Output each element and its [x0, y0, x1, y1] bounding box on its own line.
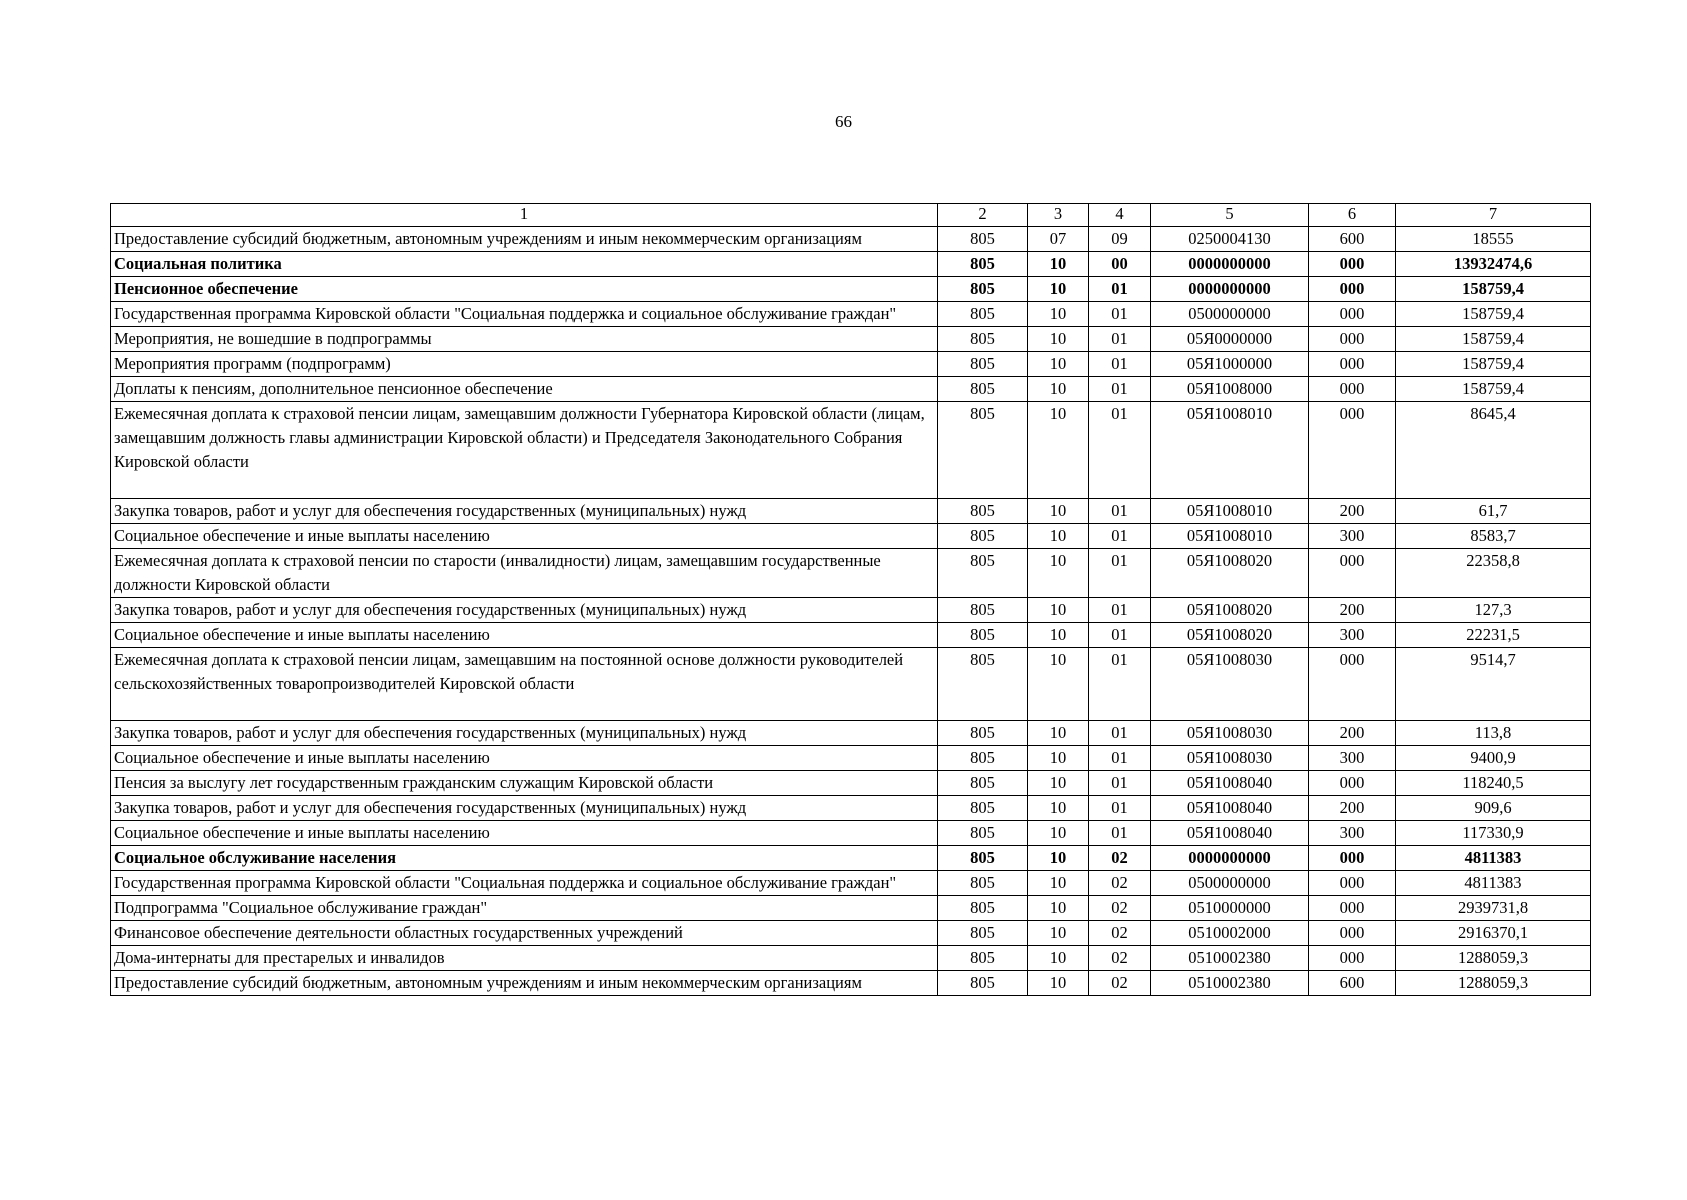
row-code-4-cell: 02 [1089, 871, 1151, 896]
row-name-cell: Дома-интернаты для престарелых и инвалидов [111, 946, 938, 971]
header-cell-3: 3 [1028, 204, 1089, 227]
row-code-2-cell: 805 [938, 846, 1028, 871]
row-code-5-cell: 05Я0000000 [1151, 327, 1309, 352]
row-code-6-cell: 000 [1309, 946, 1396, 971]
row-code-3-cell: 07 [1028, 227, 1089, 252]
row-code-3-cell: 10 [1028, 846, 1089, 871]
table-row [111, 499, 1591, 524]
row-name-cell: Ежемесячная доплата к страховой пенсии лицам, замещавшим должности Губернатора Кировской области (лицам, замещавшим должность главы администрации Кировской области) и Председателя Законодательного Собрания Кировской области [111, 402, 938, 499]
row-code-2-cell: 805 [938, 946, 1028, 971]
table-body [111, 227, 1591, 996]
row-amount-cell: 18555 [1396, 227, 1591, 252]
row-code-2-cell: 805 [938, 327, 1028, 352]
row-code-6-cell: 000 [1309, 549, 1396, 598]
row-code-5-cell: 0510002380 [1151, 946, 1309, 971]
row-amount-cell: 2939731,8 [1396, 896, 1591, 921]
row-name-cell: Пенсионное обеспечение [111, 277, 938, 302]
row-amount-cell: 61,7 [1396, 499, 1591, 524]
row-amount-cell: 8583,7 [1396, 524, 1591, 549]
row-code-5-cell: 05Я1008020 [1151, 549, 1309, 598]
row-amount-cell: 2916370,1 [1396, 921, 1591, 946]
row-code-6-cell: 300 [1309, 524, 1396, 549]
row-code-2-cell: 805 [938, 623, 1028, 648]
row-name-cell: Государственная программа Кировской области "Социальная поддержка и социальное обслуживание граждан" [111, 871, 938, 896]
header-cell-1: 1 [111, 204, 938, 227]
table-row [111, 277, 1591, 302]
row-code-2-cell: 805 [938, 402, 1028, 499]
row-amount-cell: 158759,4 [1396, 377, 1591, 402]
row-code-2-cell: 805 [938, 277, 1028, 302]
row-code-4-cell: 01 [1089, 524, 1151, 549]
table-row [111, 846, 1591, 871]
row-code-6-cell: 000 [1309, 352, 1396, 377]
row-name-cell: Социальное обеспечение и иные выплаты населению [111, 821, 938, 846]
row-name-cell: Ежемесячная доплата к страховой пенсии лицам, замещавшим на постоянной основе должности руководителей сельскохозяйственных товаропроизводителей Кировской области [111, 648, 938, 721]
table-row [111, 623, 1591, 648]
row-code-5-cell: 0510000000 [1151, 896, 1309, 921]
table-row [111, 302, 1591, 327]
row-code-4-cell: 02 [1089, 921, 1151, 946]
table-row [111, 327, 1591, 352]
table-row [111, 896, 1591, 921]
page-number: 66 [835, 112, 852, 131]
row-code-5-cell: 05Я1008030 [1151, 746, 1309, 771]
row-code-6-cell: 000 [1309, 771, 1396, 796]
table-row [111, 821, 1591, 846]
row-code-5-cell: 05Я1008030 [1151, 721, 1309, 746]
row-code-5-cell: 0000000000 [1151, 846, 1309, 871]
row-code-5-cell: 05Я1008010 [1151, 524, 1309, 549]
header-cell-5: 5 [1151, 204, 1309, 227]
row-code-2-cell: 805 [938, 921, 1028, 946]
row-amount-cell: 1288059,3 [1396, 971, 1591, 996]
row-code-3-cell: 10 [1028, 302, 1089, 327]
row-name-cell: Мероприятия, не вошедшие в подпрограммы [111, 327, 938, 352]
header-cell-7: 7 [1396, 204, 1591, 227]
row-name-cell: Предоставление субсидий бюджетным, автономным учреждениям и иным некоммерческим организациям [111, 971, 938, 996]
row-code-3-cell: 10 [1028, 549, 1089, 598]
row-code-2-cell: 805 [938, 771, 1028, 796]
row-code-4-cell: 01 [1089, 721, 1151, 746]
row-code-3-cell: 10 [1028, 648, 1089, 721]
row-code-3-cell: 10 [1028, 377, 1089, 402]
row-name-cell: Социальное обслуживание населения [111, 846, 938, 871]
table-row [111, 377, 1591, 402]
row-name-cell: Закупка товаров, работ и услуг для обеспечения государственных (муниципальных) нужд [111, 598, 938, 623]
table-row [111, 524, 1591, 549]
row-amount-cell: 117330,9 [1396, 821, 1591, 846]
row-name-cell: Подпрограмма "Социальное обслуживание граждан" [111, 896, 938, 921]
row-code-6-cell: 200 [1309, 598, 1396, 623]
row-amount-cell: 22358,8 [1396, 549, 1591, 598]
row-code-6-cell: 000 [1309, 252, 1396, 277]
row-code-5-cell: 05Я1008040 [1151, 796, 1309, 821]
row-code-3-cell: 10 [1028, 327, 1089, 352]
row-code-5-cell: 05Я1000000 [1151, 352, 1309, 377]
row-code-4-cell: 01 [1089, 499, 1151, 524]
row-code-6-cell: 000 [1309, 921, 1396, 946]
row-name-cell: Финансовое обеспечение деятельности областных государственных учреждений [111, 921, 938, 946]
row-code-6-cell: 000 [1309, 871, 1396, 896]
row-amount-cell: 4811383 [1396, 871, 1591, 896]
row-name-cell: Закупка товаров, работ и услуг для обеспечения государственных (муниципальных) нужд [111, 499, 938, 524]
row-code-3-cell: 10 [1028, 252, 1089, 277]
row-amount-cell: 113,8 [1396, 721, 1591, 746]
row-code-4-cell: 02 [1089, 896, 1151, 921]
row-amount-cell: 127,3 [1396, 598, 1591, 623]
row-code-6-cell: 000 [1309, 277, 1396, 302]
budget-table [110, 203, 1591, 996]
row-code-4-cell: 01 [1089, 327, 1151, 352]
row-code-4-cell: 01 [1089, 352, 1151, 377]
row-amount-cell: 118240,5 [1396, 771, 1591, 796]
row-code-3-cell: 10 [1028, 946, 1089, 971]
row-code-6-cell: 200 [1309, 721, 1396, 746]
row-code-2-cell: 805 [938, 549, 1028, 598]
row-code-6-cell: 000 [1309, 402, 1396, 499]
row-code-6-cell: 600 [1309, 227, 1396, 252]
row-code-2-cell: 805 [938, 648, 1028, 721]
row-code-2-cell: 805 [938, 746, 1028, 771]
row-name-cell: Закупка товаров, работ и услуг для обеспечения государственных (муниципальных) нужд [111, 796, 938, 821]
row-code-4-cell: 01 [1089, 623, 1151, 648]
row-code-3-cell: 10 [1028, 896, 1089, 921]
table-row [111, 648, 1591, 721]
row-code-2-cell: 805 [938, 352, 1028, 377]
row-code-4-cell: 01 [1089, 821, 1151, 846]
row-code-2-cell: 805 [938, 377, 1028, 402]
row-code-4-cell: 01 [1089, 549, 1151, 598]
row-code-5-cell: 0500000000 [1151, 302, 1309, 327]
row-code-5-cell: 0000000000 [1151, 277, 1309, 302]
row-code-4-cell: 01 [1089, 796, 1151, 821]
row-code-3-cell: 10 [1028, 871, 1089, 896]
row-name-cell: Социальное обеспечение и иные выплаты населению [111, 746, 938, 771]
row-name-cell: Социальное обеспечение и иные выплаты населению [111, 623, 938, 648]
row-code-5-cell: 05Я1008000 [1151, 377, 1309, 402]
row-code-4-cell: 01 [1089, 771, 1151, 796]
row-amount-cell: 13932474,6 [1396, 252, 1591, 277]
row-code-4-cell: 00 [1089, 252, 1151, 277]
row-code-2-cell: 805 [938, 971, 1028, 996]
row-code-5-cell: 05Я1008040 [1151, 821, 1309, 846]
row-code-2-cell: 805 [938, 821, 1028, 846]
row-code-2-cell: 805 [938, 302, 1028, 327]
row-code-2-cell: 805 [938, 252, 1028, 277]
row-code-2-cell: 805 [938, 721, 1028, 746]
row-code-4-cell: 01 [1089, 402, 1151, 499]
row-code-5-cell: 05Я1008020 [1151, 598, 1309, 623]
row-code-4-cell: 02 [1089, 971, 1151, 996]
row-code-5-cell: 05Я1008030 [1151, 648, 1309, 721]
row-code-2-cell: 805 [938, 524, 1028, 549]
table-row [111, 598, 1591, 623]
row-name-cell: Социальная политика [111, 252, 938, 277]
table-row [111, 549, 1591, 598]
row-name-cell: Закупка товаров, работ и услуг для обеспечения государственных (муниципальных) нужд [111, 721, 938, 746]
row-code-3-cell: 10 [1028, 623, 1089, 648]
row-code-4-cell: 01 [1089, 277, 1151, 302]
row-code-6-cell: 000 [1309, 846, 1396, 871]
table-row [111, 252, 1591, 277]
row-amount-cell: 8645,4 [1396, 402, 1591, 499]
table-row [111, 946, 1591, 971]
row-code-6-cell: 300 [1309, 746, 1396, 771]
table-row [111, 227, 1591, 252]
row-code-6-cell: 200 [1309, 796, 1396, 821]
row-code-6-cell: 200 [1309, 499, 1396, 524]
row-code-2-cell: 805 [938, 499, 1028, 524]
row-code-3-cell: 10 [1028, 821, 1089, 846]
row-code-2-cell: 805 [938, 598, 1028, 623]
row-code-6-cell: 300 [1309, 821, 1396, 846]
row-amount-cell: 909,6 [1396, 796, 1591, 821]
row-code-6-cell: 000 [1309, 302, 1396, 327]
row-code-4-cell: 01 [1089, 746, 1151, 771]
row-code-5-cell: 0510002000 [1151, 921, 1309, 946]
row-code-2-cell: 805 [938, 796, 1028, 821]
table-row [111, 871, 1591, 896]
row-code-3-cell: 10 [1028, 524, 1089, 549]
table-row [111, 402, 1591, 499]
row-code-3-cell: 10 [1028, 746, 1089, 771]
row-code-4-cell: 01 [1089, 302, 1151, 327]
row-amount-cell: 158759,4 [1396, 352, 1591, 377]
row-code-3-cell: 10 [1028, 971, 1089, 996]
row-code-5-cell: 0510002380 [1151, 971, 1309, 996]
row-code-3-cell: 10 [1028, 796, 1089, 821]
header-cell-6: 6 [1309, 204, 1396, 227]
table-row [111, 721, 1591, 746]
row-amount-cell: 22231,5 [1396, 623, 1591, 648]
row-code-3-cell: 10 [1028, 921, 1089, 946]
row-code-5-cell: 0000000000 [1151, 252, 1309, 277]
row-amount-cell: 9514,7 [1396, 648, 1591, 721]
row-name-cell: Государственная программа Кировской области "Социальная поддержка и социальное обслуживание граждан" [111, 302, 938, 327]
row-code-6-cell: 000 [1309, 327, 1396, 352]
row-code-3-cell: 10 [1028, 352, 1089, 377]
row-code-5-cell: 05Я1008010 [1151, 402, 1309, 499]
row-amount-cell: 158759,4 [1396, 277, 1591, 302]
table-row [111, 352, 1591, 377]
header-row [111, 204, 1591, 227]
row-code-5-cell: 05Я1008010 [1151, 499, 1309, 524]
table-row [111, 796, 1591, 821]
row-code-3-cell: 10 [1028, 499, 1089, 524]
table-row [111, 921, 1591, 946]
header-cell-2: 2 [938, 204, 1028, 227]
row-code-5-cell: 05Я1008040 [1151, 771, 1309, 796]
row-amount-cell: 9400,9 [1396, 746, 1591, 771]
row-code-3-cell: 10 [1028, 277, 1089, 302]
row-code-4-cell: 01 [1089, 648, 1151, 721]
row-code-6-cell: 000 [1309, 377, 1396, 402]
row-code-6-cell: 600 [1309, 971, 1396, 996]
row-code-3-cell: 10 [1028, 598, 1089, 623]
row-code-4-cell: 01 [1089, 598, 1151, 623]
row-amount-cell: 4811383 [1396, 846, 1591, 871]
row-name-cell: Ежемесячная доплата к страховой пенсии по старости (инвалидности) лицам, замещавшим государственные должности Кировской области [111, 549, 938, 598]
row-code-3-cell: 10 [1028, 721, 1089, 746]
header-cell-4: 4 [1089, 204, 1151, 227]
table-row [111, 746, 1591, 771]
table-row [111, 771, 1591, 796]
row-code-4-cell: 01 [1089, 377, 1151, 402]
row-code-6-cell: 000 [1309, 648, 1396, 721]
row-code-4-cell: 02 [1089, 946, 1151, 971]
row-code-5-cell: 0250004130 [1151, 227, 1309, 252]
row-code-4-cell: 02 [1089, 846, 1151, 871]
row-amount-cell: 158759,4 [1396, 327, 1591, 352]
row-name-cell: Предоставление субсидий бюджетным, автономным учреждениям и иным некоммерческим организациям [111, 227, 938, 252]
row-code-5-cell: 0500000000 [1151, 871, 1309, 896]
row-code-5-cell: 05Я1008020 [1151, 623, 1309, 648]
row-amount-cell: 158759,4 [1396, 302, 1591, 327]
row-code-3-cell: 10 [1028, 771, 1089, 796]
row-name-cell: Пенсия за выслугу лет государственным гражданским служащим Кировской области [111, 771, 938, 796]
row-amount-cell: 1288059,3 [1396, 946, 1591, 971]
row-code-6-cell: 000 [1309, 896, 1396, 921]
row-code-4-cell: 09 [1089, 227, 1151, 252]
row-code-2-cell: 805 [938, 896, 1028, 921]
row-code-2-cell: 805 [938, 227, 1028, 252]
row-code-3-cell: 10 [1028, 402, 1089, 499]
row-name-cell: Доплаты к пенсиям, дополнительное пенсионное обеспечение [111, 377, 938, 402]
row-name-cell: Социальное обеспечение и иные выплаты населению [111, 524, 938, 549]
row-code-6-cell: 300 [1309, 623, 1396, 648]
table-row [111, 971, 1591, 996]
row-code-2-cell: 805 [938, 871, 1028, 896]
row-name-cell: Мероприятия программ (подпрограмм) [111, 352, 938, 377]
